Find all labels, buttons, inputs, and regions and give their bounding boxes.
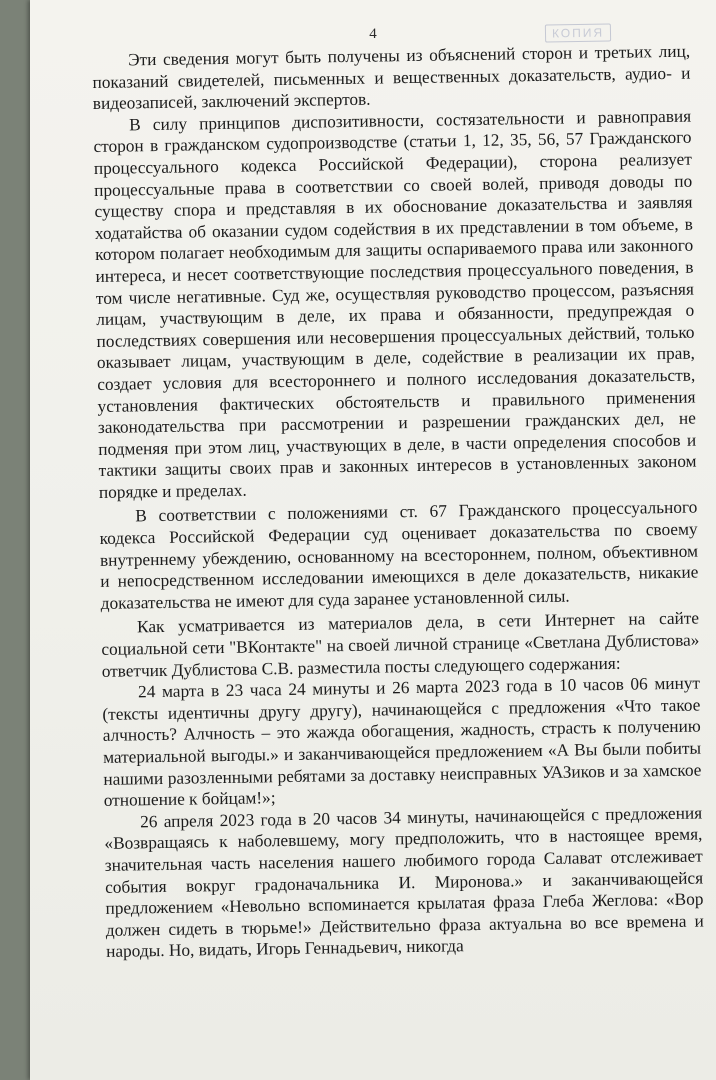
paragraph-case-materials: Как усматривается из материалов дела, в сети Интернет на сайте социальной сети "ВКонтакте" на своей личной странице «Светлана Дублистова» ответчик Дублистова С.В. разместила посты следующего содержания: [101,608,700,681]
page-number: 4 [369,26,377,42]
copy-stamp: КОПИЯ [545,23,611,42]
paragraph-march-posts: 24 марта в 23 часа 24 минуты и 26 марта 2023 года в 10 часов 06 минут (тексты идентичны другу другу), начинающейся с предложения «Что такое алчность? Алчность – это жажда обогащения, жадность, страсть к получению материальной выгоды.» и заканчивающейся предложением «А Вы были побиты нашими разозленными ребятами за доставку неисправных УАЗиков и за хамское отношение к бойцам!»; [102,673,702,811]
paragraph-dispositivity-principles: В силу принципов диспозитивности, состязательности и равноправия сторон в гражданском судопроизводстве (статьи 1, 12, 35, 56, 57 Гражданского процессуального кодекса Российской Федерации), сторона реализует процессуальные права в соответствии со своей волей, приводя доводы по существу спора и представляя в их обоснование доказательства и заявляя ходатайства об оказании судом содействия в их представлении в том объеме, в котором полагает необходимым для защиты оспариваемого права или законного интереса, и несет соответствующие последствия процессуального поведения, в том числе негативные. Суд же, осуществляя руководство процессом, разъясняя лицам, участвующим в деле, их права и обязанности, предупреждая о последствиях совершения или несовершения процессуальных действий, только оказывает лицам, участвующим в деле, содействие в реализации их прав, создает условия для всестороннего и полного исследования доказательств, установления фактических обстоятельств и правильного применения законодательства при рассмотрении и разрешении гражданских дел, не подменяя при этом лиц, участвующих в деле, в части определения способов и тактики защиты своих прав и законных интересов в установленных законом порядке и пределах. [93,106,697,502]
paragraph-article-67: В соответствии с положениями ст. 67 Гражданского процессуального кодекса Российской Федерации суд оценивает доказательства по своему внутреннему убеждению, основанному на всестороннем, полном, объективном и непосредственном исследовании имеющихся в деле доказательств, никакие доказательства не имеют для суда заранее установленной силы. [99,498,699,613]
paragraph-april-post: 26 апреля 2023 года в 20 часов 34 минуты, начинающейся с предложения «Возвращаясь к наболевшему, могу предположить, что в настоящее время, значительная часть населения нашего любимого города Салават отслеживает события вокруг градоначальника И. Миронова.» и заканчивающейся предложением «Невольно вспоминается крылатая фраза Глеба Жеглова: «Вор должен сидеть в тюрьме!» Действительно фраза актуальна во все времена и народы. Но, видать, Игорь Геннадьевич, никогда [104,803,704,962]
paragraph-evidence-sources: Эти сведения могут быть получены из объяснений сторон и третьих лиц, показаний свидетелей, письменных и вещественных доказательств, аудио- и видеозаписей, заключений экспертов. [92,41,691,114]
document-page [30,0,716,1080]
document-body [92,41,704,963]
